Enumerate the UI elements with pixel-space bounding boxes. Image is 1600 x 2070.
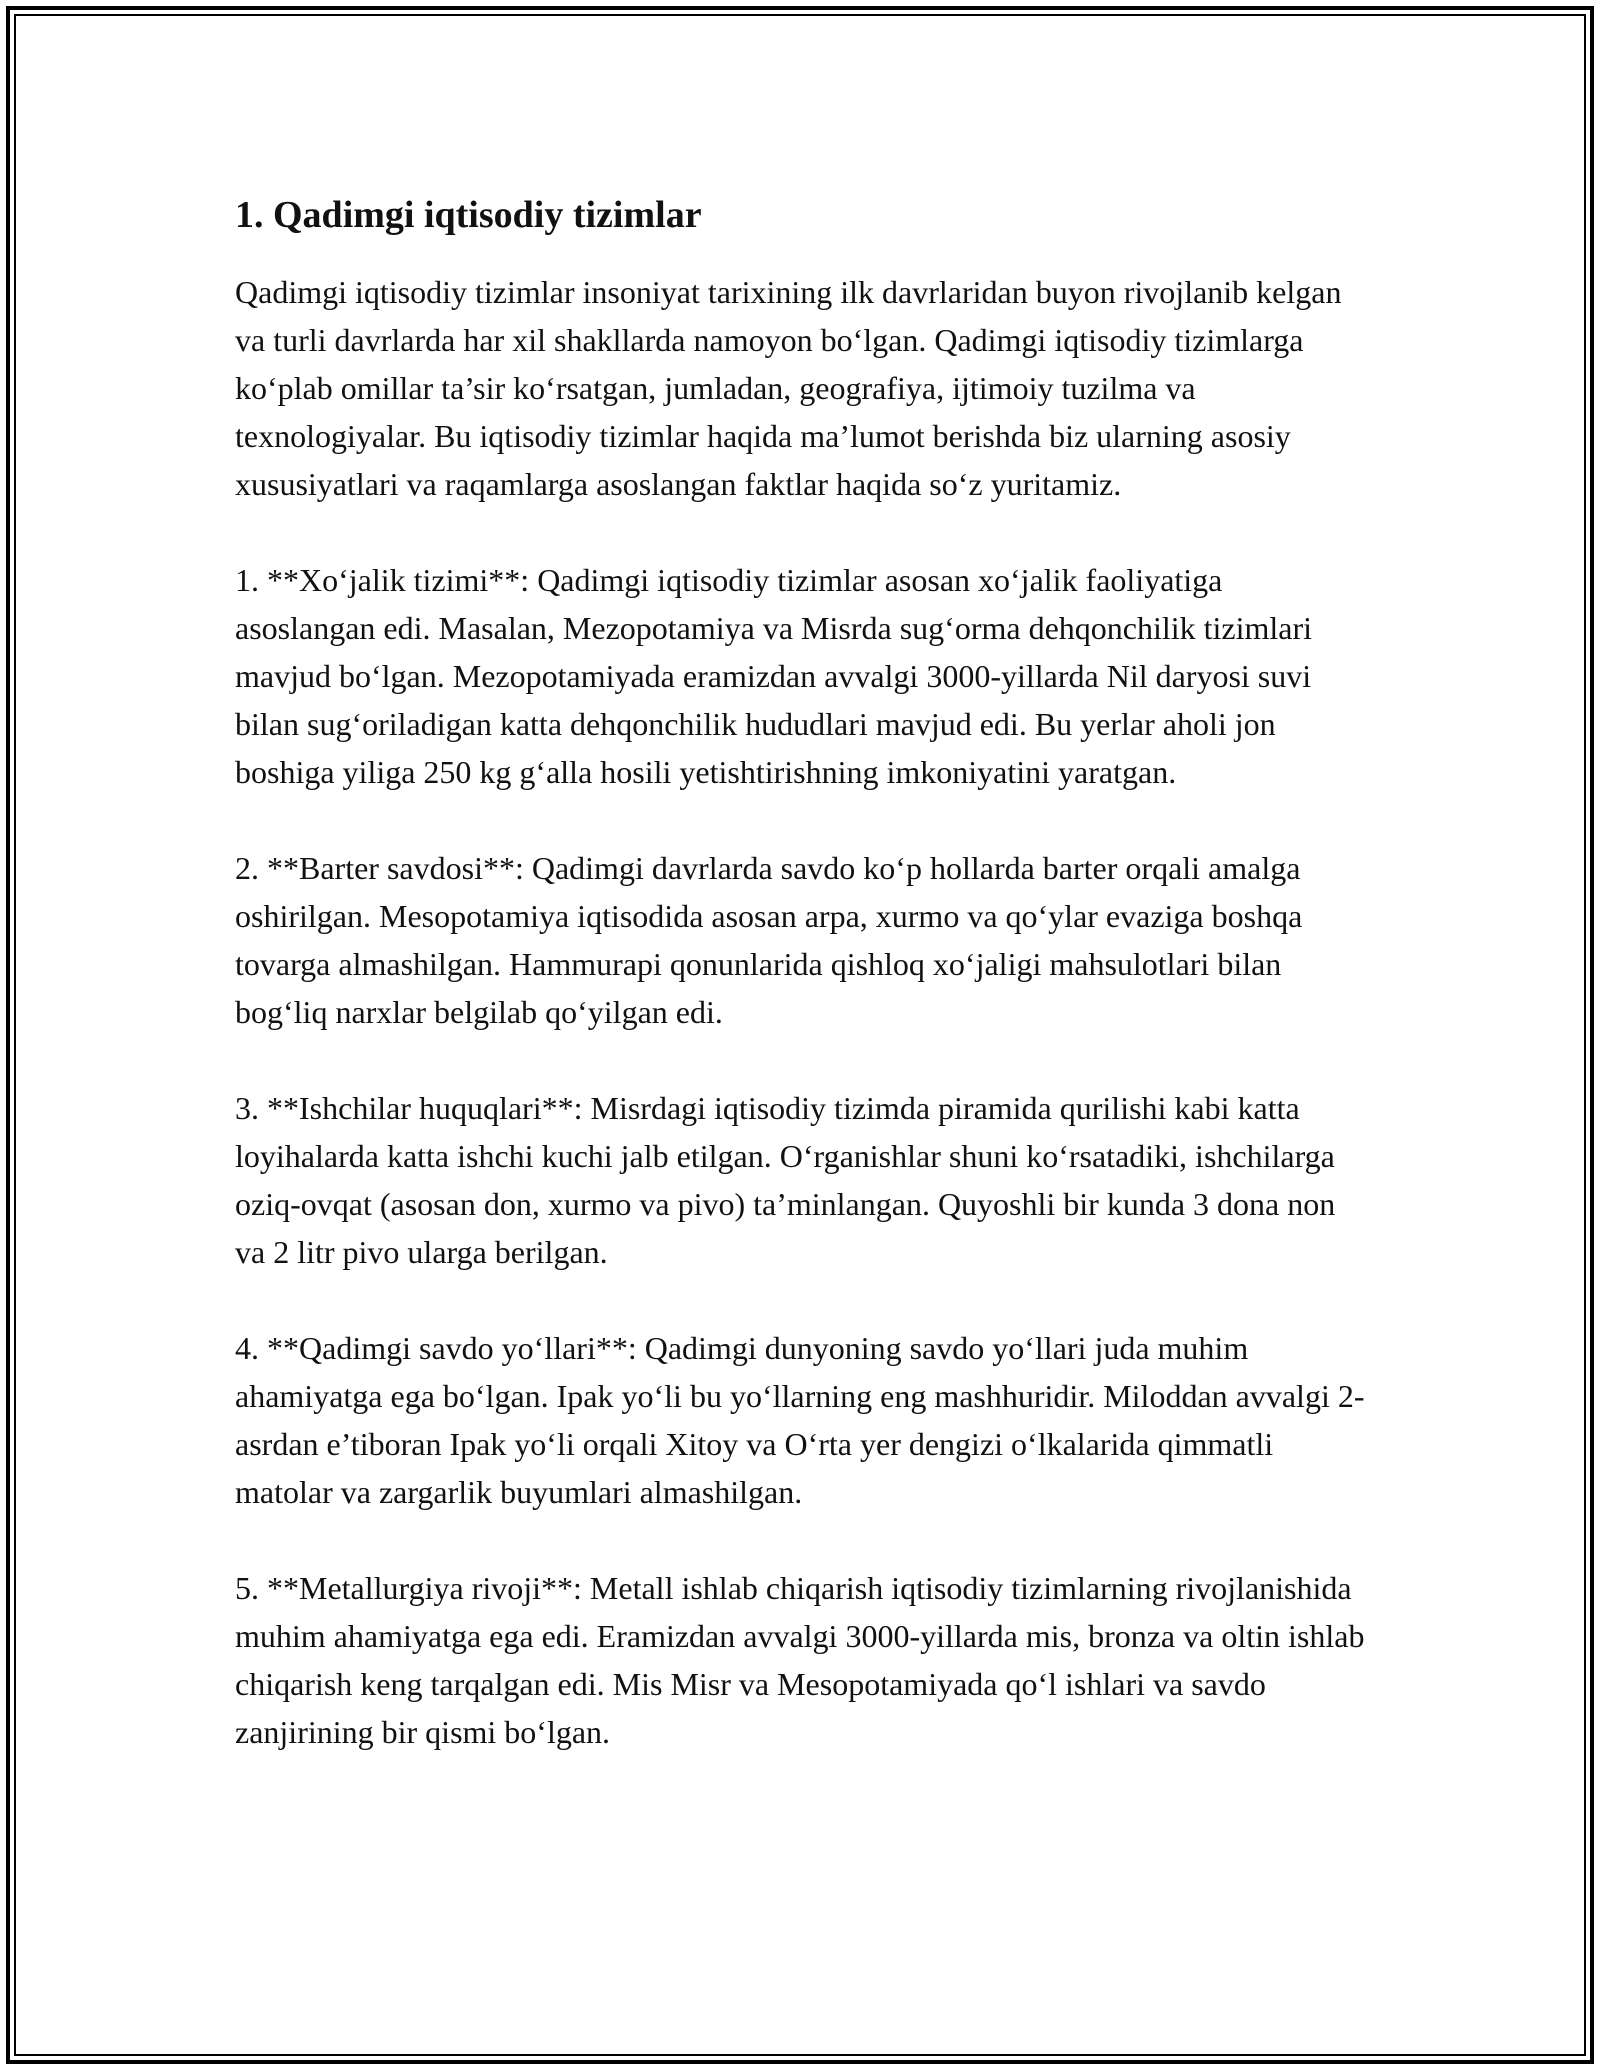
paragraph-savdo-yollari: 4. **Qadimgi savdo yo‘llari**: Qadimgi dunyoning savdo yo‘llari juda muhim ahamiyatga ega bo‘lgan. Ipak yo‘li bu yo‘llarning eng mashhuridir. Miloddan avvalgi 2-asrdan e’tiboran Ipak yo‘li orqali Xitoy va O‘rta yer dengizi o‘lkalarida qimmatli matolar va zargarlik buyumlari almashilgan. [235,1330,1365,1510]
document-body [235,188,1370,1804]
paragraph-barter-savdosi: 2. **Barter savdosi**: Qadimgi davrlarda savdo ko‘p hollarda barter orqali amalga oshirilgan. Mesopotamiya iqtisodida asosan arpa, xurmo va qo‘ylar evaziga boshqa tovarga almashilgan. Hammurapi qonunlarida qishloq xo‘jaligi mahsulotlari bilan bog‘liq narxlar belgilab qo‘yilgan edi. [235,850,1303,1030]
paragraph-xojalik-tizimi: 1. **Xo‘jalik tizimi**: Qadimgi iqtisodiy tizimlar asosan xo‘jalik faoliyatiga asoslangan edi. Masalan, Mezopotamiya va Misrda sug‘orma dehqonchilik tizimlari mavjud bo‘lgan. Mezopotamiyada eramizdan avvalgi 3000-yillarda Nil daryosi suvi bilan sug‘oriladigan katta dehqonchilik hududlari mavjud edi. Bu yerlar aholi jon boshiga yiliga 250 kg g‘alla hosili yetishtirishning imkoniyatini yaratgan. [235,562,1313,790]
intro-paragraph: Qadimgi iqtisodiy tizimlar insoniyat tarixining ilk davrlaridan buyon rivojlanib kelgan va turli davrlarda har xil shakllarda namoyon bo‘lgan. Qadimgi iqtisodiy tizimlarga ko‘plab omillar ta’sir ko‘rsatgan, jumladan, geografiya, ijtimoiy tuzilma va texnologiyalar. Bu iqtisodiy tizimlar haqida ma’lumot berishda biz ularning asosiy xususiyatlari va raqamlarga asoslangan faktlar haqida so‘z yuritamiz. [235,274,1342,502]
paragraph-ishchilar-huquqlari: 3. **Ishchilar huquqlari**: Misrdagi iqtisodiy tizimda piramida qurilishi kabi katta loyihalarda katta ishchi kuchi jalb etilgan. O‘rganishlar shuni ko‘rsatadiki, ishchilarga oziq-ovqat (asosan don, xurmo va pivo) ta’minlangan. Quyoshli bir kunda 3 dona non va 2 litr pivo ularga berilgan. [235,1090,1336,1270]
paragraph-metallurgiya-rivoji: 5. **Metallurgiya rivoji**: Metall ishlab chiqarish iqtisodiy tizimlarning rivojlanishida muhim ahamiyatga ega edi. Eramizdan avvalgi 3000-yillarda mis, bronza va oltin ishlab chiqarish keng tarqalgan edi. Mis Misr va Mesopotamiyada qo‘l ishlari va savdo zanjirining bir qismi bo‘lgan. [235,1570,1365,1750]
section-title: 1. Qadimgi iqtisodiy tizimlar [235,194,702,236]
